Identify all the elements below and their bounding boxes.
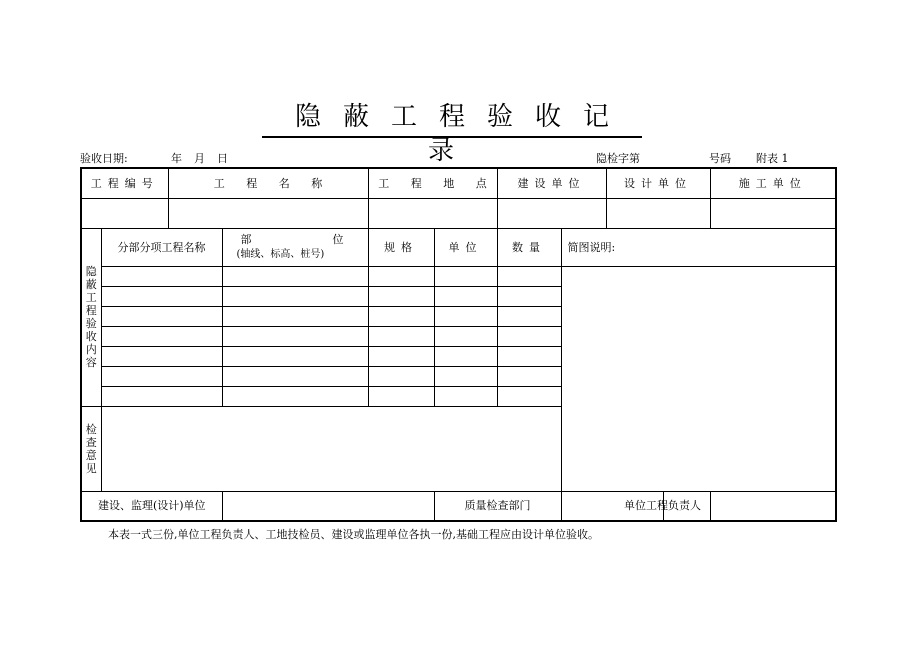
item-name-cell[interactable]: [101, 306, 222, 326]
item-name-cell[interactable]: [101, 266, 222, 286]
supervisor-unit-value[interactable]: [222, 491, 434, 521]
unit-cell[interactable]: [434, 306, 497, 326]
item-name-cell[interactable]: [101, 366, 222, 386]
month-label: 月: [194, 152, 205, 165]
unit-cell[interactable]: [434, 366, 497, 386]
unit-cell[interactable]: [434, 346, 497, 366]
number-label: 号码: [709, 152, 731, 165]
header-values-row: [81, 198, 836, 228]
unit-cell[interactable]: [434, 386, 497, 406]
spec-cell[interactable]: [368, 326, 434, 346]
project-code-header: 工程编号: [81, 168, 168, 198]
header-row: [81, 168, 836, 198]
project-lead-value[interactable]: [710, 491, 836, 521]
project-location-value[interactable]: [368, 198, 497, 228]
contractor-unit-value[interactable]: [710, 198, 836, 228]
acceptance-record-table: [80, 167, 837, 522]
supervisor-unit-label: 建设、监理(设计)单位: [81, 491, 222, 521]
position-cell[interactable]: [222, 386, 368, 406]
item-name-cell[interactable]: [101, 346, 222, 366]
quantity-cell[interactable]: [497, 386, 561, 406]
content-header-row: [81, 228, 836, 266]
project-name-value[interactable]: [168, 198, 368, 228]
item-name-cell[interactable]: [101, 386, 222, 406]
year-label: 年: [171, 152, 182, 165]
sketch-area[interactable]: [561, 266, 836, 491]
inspection-opinion-area[interactable]: [101, 406, 561, 491]
position-header: 部 位 (轴线、标高、桩号): [222, 228, 368, 266]
position-cell[interactable]: [222, 326, 368, 346]
project-lead-label: 单位工程负责人: [663, 491, 710, 521]
contractor-unit-header: 施工单位: [710, 168, 836, 198]
position-cell[interactable]: [222, 306, 368, 326]
item-name-header: 分部分项工程名称: [101, 228, 222, 266]
quantity-cell[interactable]: [497, 286, 561, 306]
position-cell[interactable]: [222, 266, 368, 286]
project-code-value[interactable]: [81, 198, 168, 228]
spec-cell[interactable]: [368, 306, 434, 326]
position-cell[interactable]: [222, 286, 368, 306]
unit-cell[interactable]: [434, 326, 497, 346]
item-name-cell[interactable]: [101, 326, 222, 346]
quantity-cell[interactable]: [497, 366, 561, 386]
acceptance-date-label: 验收日期:: [80, 152, 128, 165]
quantity-cell[interactable]: [497, 306, 561, 326]
quantity-cell[interactable]: [497, 266, 561, 286]
spec-cell[interactable]: [368, 266, 434, 286]
spec-header: 规格: [368, 228, 434, 266]
unit-header: 单位: [434, 228, 497, 266]
design-unit-value[interactable]: [606, 198, 710, 228]
sketch-label: 简图说明:: [561, 228, 836, 266]
content-side-label: 隐 蔽 工 程 验 收 内 容: [81, 228, 101, 406]
item-name-cell[interactable]: [101, 286, 222, 306]
project-name-header: 工 程 名 称: [168, 168, 368, 198]
position-cell[interactable]: [222, 346, 368, 366]
design-unit-header: 设计单位: [606, 168, 710, 198]
position-cell[interactable]: [222, 366, 368, 386]
quantity-header: 数量: [497, 228, 561, 266]
spec-cell[interactable]: [368, 286, 434, 306]
spec-cell[interactable]: [368, 366, 434, 386]
quality-dept-label: 质量检查部门: [434, 491, 561, 521]
content-row: [81, 266, 836, 286]
quantity-cell[interactable]: [497, 326, 561, 346]
spec-cell[interactable]: [368, 346, 434, 366]
appendix-label: 附表 1: [756, 152, 789, 165]
unit-cell[interactable]: [434, 266, 497, 286]
footnote: 本表一式三份,单位工程负责人、工地技检员、建设或监理单位各执一份,基础工程应由设计单位验收。: [108, 528, 599, 541]
inspection-side-label: 检 查 意 见: [81, 406, 101, 491]
quantity-cell[interactable]: [497, 346, 561, 366]
project-location-header: 工 程 地 点: [368, 168, 497, 198]
signature-row: [81, 491, 836, 521]
day-label: 日: [217, 152, 228, 165]
construction-unit-header: 建设单位: [497, 168, 606, 198]
spec-cell[interactable]: [368, 386, 434, 406]
document-title: 隐蔽工程验收记录: [262, 100, 642, 138]
record-no-label: 隐检字第: [596, 152, 640, 165]
construction-unit-value[interactable]: [497, 198, 606, 228]
unit-cell[interactable]: [434, 286, 497, 306]
